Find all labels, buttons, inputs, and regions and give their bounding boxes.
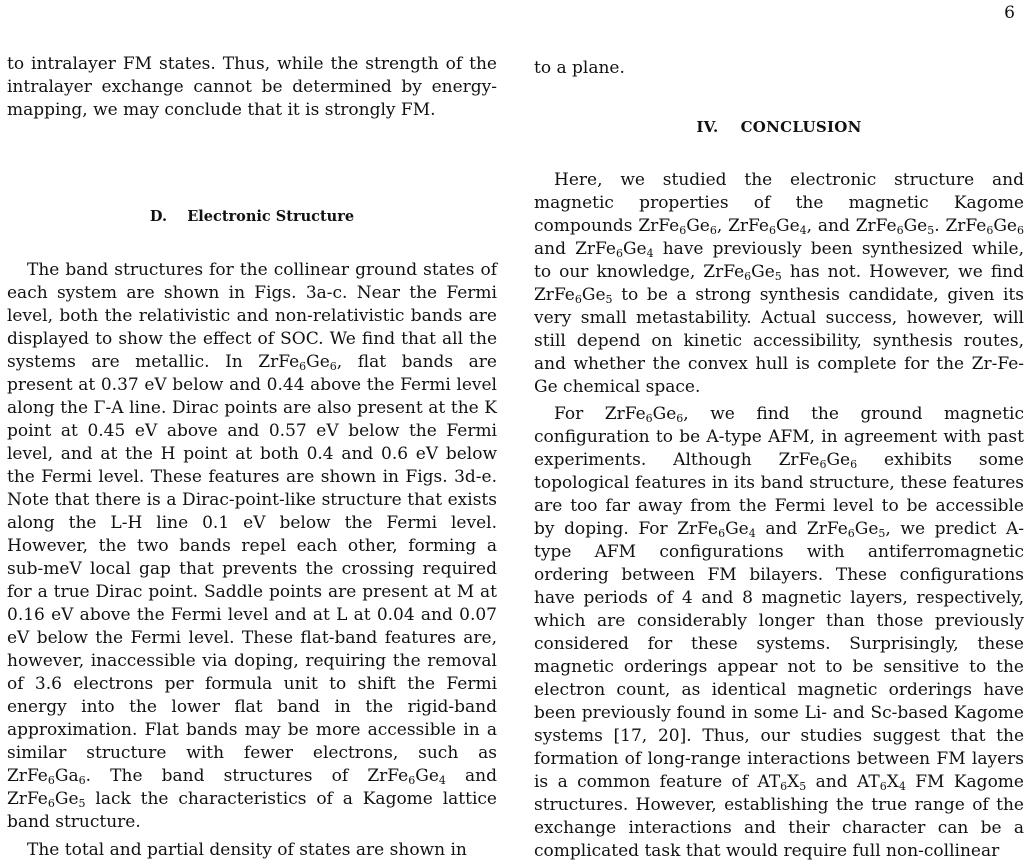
paragraph-plane-continuation: to a plane. (534, 58, 625, 78)
right-column (534, 0, 1024, 863)
left-column (7, 0, 497, 862)
paragraph-density-of-states: The total and partial density of states are shown in (27, 840, 467, 860)
paragraph-intralayer: to intralayer FM states. Thus, while the strength of the intralayer exchange cannot be determined by energy-mapping, we may conclude that it is strongly FM. (7, 54, 497, 120)
paragraph-band-structures: The band structures for the collinear ground states of each system are shown in Figs. 3a-c. Near the Fermi level, both the relativistic and non-relativistic bands are displayed to show the effect of SOC. We find that all the systems are metallic. In $ZrFe_6Ge_6$, flat bands are present at 0.37 eV below and 0.44 above the Fermi level along the Γ-A line. Dirac points are also present at the K point at 0.45 eV above and 0.57 eV below the Fermi level, and at the H point at both 0.4 and 0.6 eV below the Fermi level. These features are shown in Figs. 3d-e. Note that there is a Dirac-point-like structure that exists along the L-H line 0.1 eV below the Fermi level. However, the two bands repel each other, forming a sub-meV local gap that prevents the crossing required for a true Dirac point. Saddle points are present at M at 0.16 eV above the Fermi level and at L at 0.04 and 0.07 eV below the Fermi level. These flat-band features are, however, inaccessible via doping, requiring the removal of 3.6 electrons per formula unit to shift the Fermi energy into the lower flat band in the rigid-band approximation. Flat bands may be more accessible in a similar structure with fewer electrons, such as $ZrFe_6Ga_6$. The band structures of $ZrFe_6Ge_4$ and $ZrFe_6Ge_5$ lack the characteristics of a Kagome lattice band structure. (7, 260, 498, 832)
section-heading-conclusion: IV. CONCLUSION (696, 118, 862, 136)
page-number: 6 (1004, 3, 1015, 23)
paragraph-conclusion-summary: Here, we studied the electronic structure and magnetic properties of the magnetic Kagome compounds $ZrFe_6Ge_6$, $ZrFe_6Ge_4$, and $ZrFe_6Ge_5$. $ZrFe_6Ge_6$ and $ZrFe_6Ge_4$ have previously been synthesized while, to our knowledge, $ZrFe_6Ge_5$ has not. However, we find $ZrFe_6Ge_5$ to be a strong synthesis candidate, given its very small metastability. Actual success, however, will still depend on kinetic accessibility, synthesis routes, and whether the convex hull is complete for the Zr-Fe-Ge chemical space. (534, 170, 1025, 397)
section-heading-electronic-structure: D. Electronic Structure (149, 208, 355, 225)
paragraph-ground-state: For $ZrFe_6Ge_6$, we find the ground magnetic configuration to be A-type AFM, in agreement with past experiments. Although $ZrFe_6Ge_6$ exhibits some topological features in its band structure, these features are too far away from the Fermi level to be accessible by doping. For $ZrFe_6Ge_4$ and $ZrFe_6Ge_5$, we predict A-type AFM configurations with antiferromagnetic ordering between FM bilayers. These configurations have periods of 4 and 8 magnetic layers, respectively, which are considerably longer than those previously considered for these systems. Surprisingly, these magnetic orderings appear not to be sensitive to the electron count, as identical magnetic orderings have been previously found in some Li- and Sc-based Kagome systems [17, 20]. Thus, our studies suggest that the formation of long-range interactions between FM layers is a common feature of $AT_6X_5$ and $AT_6X_4$ FM Kagome structures. However, establishing the true range of the exchange interactions and their character can be a complicated task that would require full non-collinear (534, 404, 1024, 861)
